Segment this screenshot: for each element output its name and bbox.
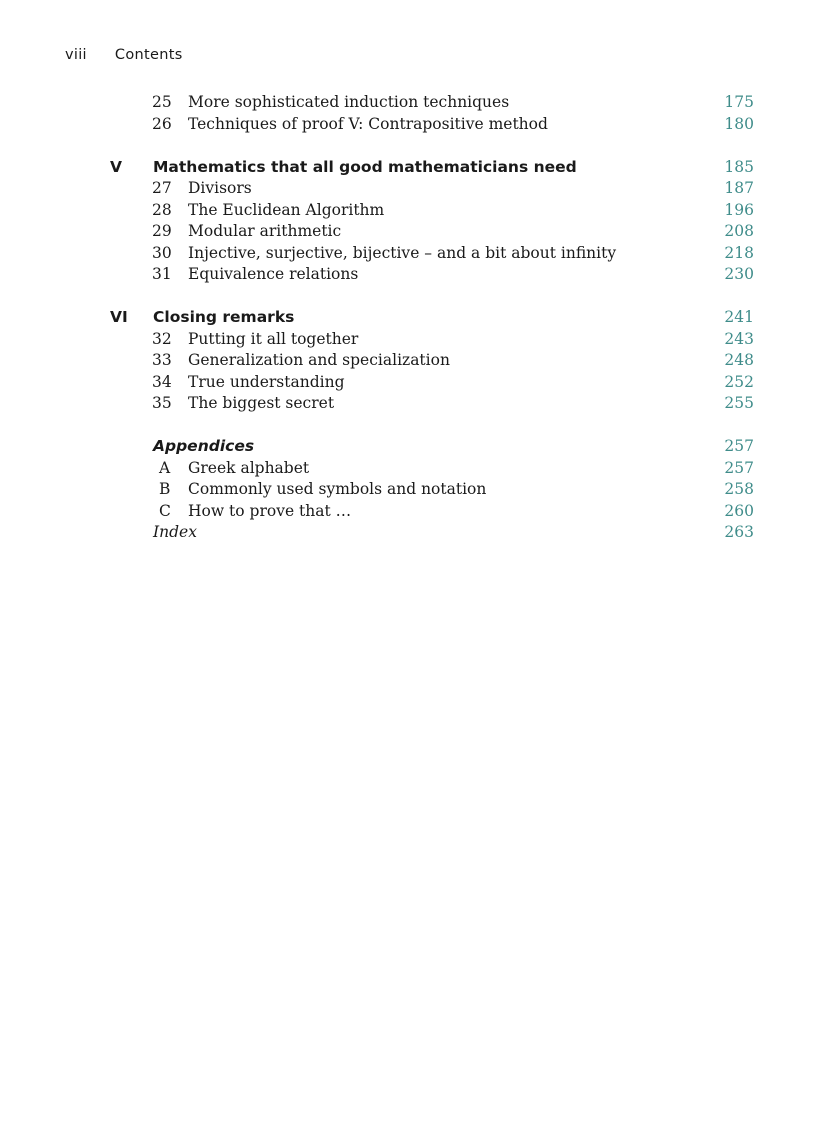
page-number: 241: [724, 308, 754, 326]
chapter-title: The Euclidean Algorithm: [188, 200, 385, 219]
page-number: 208: [724, 222, 754, 240]
toc-entry[interactable]: [0, 372, 816, 394]
page-number: 257: [724, 437, 754, 455]
page-number: 252: [724, 372, 754, 391]
page-number: 196: [724, 200, 754, 219]
appendix-letter: A: [159, 458, 171, 477]
toc-entry[interactable]: [0, 393, 816, 415]
toc-entry[interactable]: [0, 264, 816, 286]
table-of-contents: [0, 92, 816, 544]
running-head: [65, 47, 183, 63]
chapter-number: 29: [152, 222, 172, 240]
page-number: 258: [724, 480, 754, 498]
page-number: 218: [724, 243, 754, 262]
page-number: 263: [724, 523, 754, 541]
appendix-title: How to prove that …: [188, 501, 352, 520]
toc-entry[interactable]: [0, 178, 816, 200]
toc-entry-index[interactable]: [0, 522, 816, 544]
appendix-letter: C: [159, 501, 171, 520]
page-number: 185: [724, 157, 754, 176]
appendices-heading[interactable]: [0, 436, 816, 458]
toc-entry[interactable]: [0, 243, 816, 265]
chapter-title: Techniques of proof V: Contrapositive method: [188, 114, 548, 133]
chapter-number: 30: [152, 243, 172, 262]
chapter-number: 27: [152, 179, 172, 197]
page-number: 260: [724, 501, 754, 520]
page-number: 248: [724, 351, 754, 369]
chapter-title: Divisors: [188, 179, 252, 197]
page-number: 175: [724, 93, 754, 111]
toc-entry[interactable]: [0, 479, 816, 501]
chapter-title: The biggest secret: [188, 394, 335, 412]
part-title: Closing remarks: [153, 308, 295, 326]
chapter-number: 31: [152, 265, 172, 283]
chapter-number: 28: [152, 200, 172, 219]
chapter-number: 34: [152, 372, 172, 391]
part-title: Mathematics that all good mathematicians need: [153, 157, 577, 176]
appendices-title: Appendices: [153, 437, 255, 455]
page-folio: viii: [65, 47, 87, 63]
chapter-number: 25: [152, 93, 172, 111]
part-number: VI: [110, 308, 128, 326]
appendix-title: Greek alphabet: [188, 458, 310, 477]
page-number: 243: [724, 329, 754, 348]
toc-entry[interactable]: [0, 200, 816, 222]
chapter-number: 35: [152, 394, 172, 412]
index-title: Index: [153, 523, 197, 541]
appendix-letter: B: [159, 480, 171, 498]
part-heading-v[interactable]: [0, 157, 816, 179]
chapter-number: 26: [152, 114, 172, 133]
chapter-title: More sophisticated induction techniques: [188, 93, 510, 111]
appendix-title: Commonly used symbols and notation: [188, 480, 487, 498]
toc-entry[interactable]: [0, 350, 816, 372]
page-number: 255: [724, 394, 754, 412]
toc-entry[interactable]: [0, 458, 816, 480]
toc-entry[interactable]: [0, 92, 816, 114]
chapter-title: True understanding: [188, 372, 345, 391]
toc-entry[interactable]: [0, 114, 816, 136]
chapter-number: 32: [152, 329, 172, 348]
chapter-title: Modular arithmetic: [188, 222, 342, 240]
chapter-title: Generalization and specialization: [188, 351, 450, 369]
toc-entry[interactable]: [0, 329, 816, 351]
page-number: 257: [724, 458, 754, 477]
chapter-title: Equivalence relations: [188, 265, 359, 283]
chapter-title: Injective, surjective, bijective – and a bit about infinity: [188, 243, 617, 262]
part-number: V: [110, 157, 122, 176]
toc-entry[interactable]: [0, 501, 816, 523]
running-head-title: Contents: [114, 47, 183, 63]
chapter-title: Putting it all together: [188, 329, 359, 348]
toc-entry[interactable]: [0, 221, 816, 243]
page-number: 230: [724, 265, 754, 283]
page-number: 187: [724, 179, 754, 197]
chapter-number: 33: [152, 351, 172, 369]
page-number: 180: [724, 114, 754, 133]
part-heading-vi[interactable]: [0, 307, 816, 329]
